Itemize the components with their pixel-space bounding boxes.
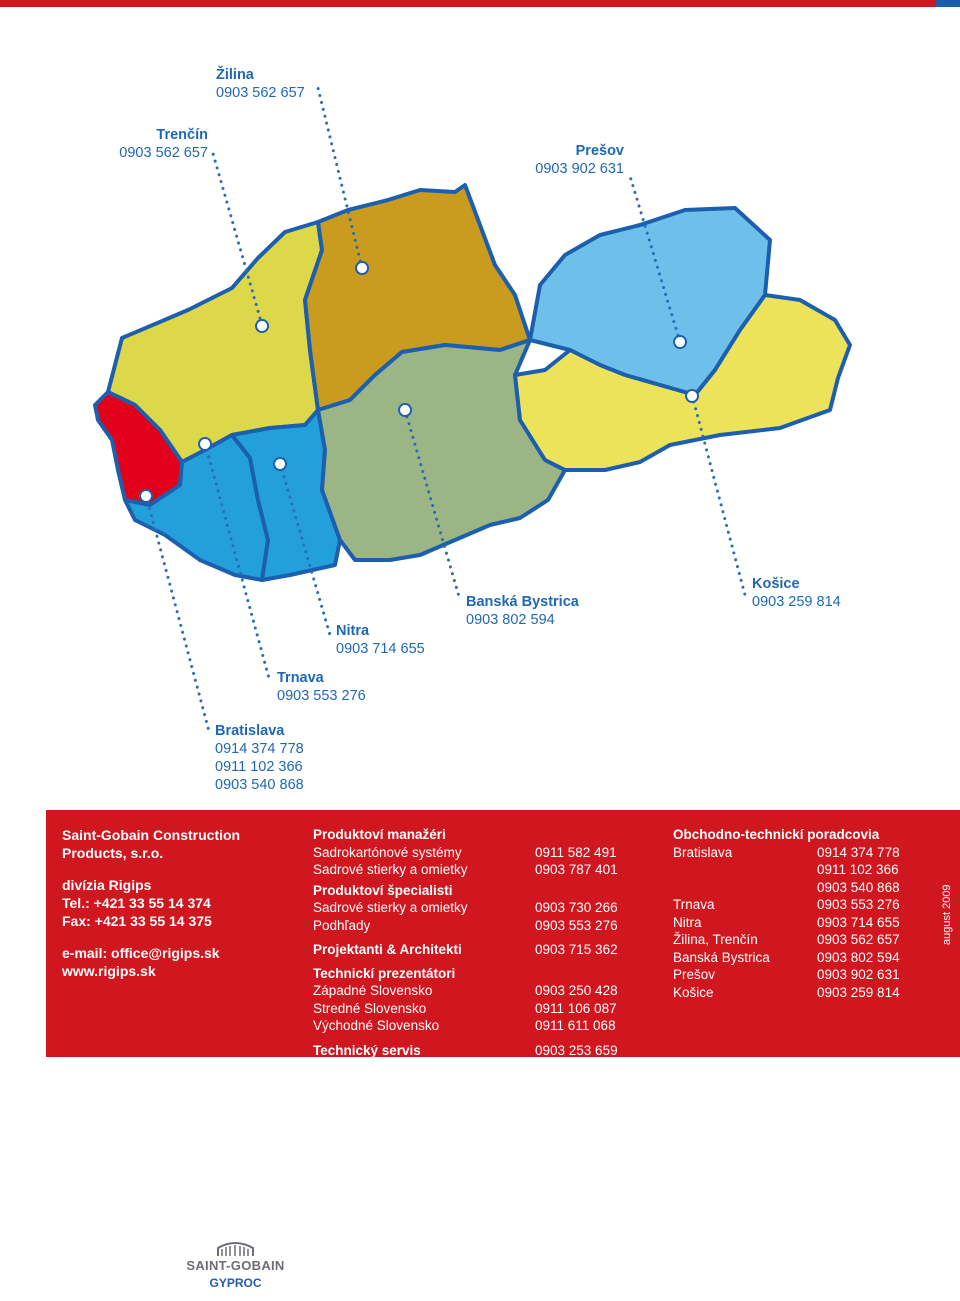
logo-brand: SAINT-GOBAIN — [186, 1258, 285, 1273]
company-info — [62, 826, 292, 980]
company-name: Saint-Gobain Construction — [62, 827, 241, 843]
section-title: Technickí prezentátori — [313, 965, 456, 981]
advisor-row: Nitra 0903 714 655 — [673, 914, 900, 930]
label-trnava — [277, 669, 366, 705]
city-name: Trenčín — [156, 127, 208, 143]
company-website-link[interactable]: www.rigips.sk — [62, 963, 156, 979]
phone-number: 0903 562 657 — [119, 145, 208, 161]
city-name: Bratislava — [215, 723, 285, 739]
city-name: Prešov — [575, 143, 624, 159]
pin-kosice — [686, 390, 698, 402]
phone-number: 0914 374 778 — [215, 741, 304, 757]
date-note: august 2009 — [941, 884, 953, 945]
pin-nitra — [274, 458, 286, 470]
pin-zilina — [356, 262, 368, 274]
label-presov — [520, 142, 624, 178]
pin-banska-bystrica — [399, 404, 411, 416]
contact-row: Stredné Slovensko 0911 106 087 — [313, 1000, 617, 1016]
pin-trencin — [256, 320, 268, 332]
logo-arches-icon — [178, 1240, 293, 1258]
logo-sub: GYPROC — [209, 1276, 262, 1290]
pin-presov — [674, 336, 686, 348]
advisor-row: Žilina, Trenčín 0903 562 657 — [673, 932, 900, 947]
phone-number: 0903 902 631 — [535, 161, 624, 177]
advisor-row: Prešov 0903 902 631 — [673, 967, 900, 982]
label-nitra — [336, 622, 425, 658]
company-name-line2: Products, s.r.o. — [62, 845, 164, 861]
advisor-row: Bratislava 0914 374 778 — [673, 844, 900, 860]
contact-panel — [46, 810, 960, 1057]
label-banska-bystrica — [466, 593, 579, 629]
contact-row: Projektanti & Architekti 0903 715 362 — [313, 942, 618, 957]
advisor-row: 0911 102 366 — [817, 862, 899, 877]
phone-number: 0903 259 814 — [752, 594, 841, 610]
company-phone[interactable]: Tel.: +421 33 55 14 374 — [62, 895, 211, 911]
section-title: Produktoví manažéri — [313, 827, 446, 842]
label-bratislava — [215, 722, 304, 794]
section-title: Produktoví špecialisti — [313, 882, 453, 898]
city-name: Trnava — [277, 670, 324, 686]
division-name: divízia Rigips — [62, 877, 152, 893]
advisor-row: Košice 0903 259 814 — [673, 984, 900, 1000]
city-name: Banská Bystrica — [466, 594, 579, 610]
section-title: Obchodno-technickí poradcovia — [673, 827, 880, 842]
phone-number: 0903 802 594 — [466, 612, 555, 628]
label-zilina — [216, 66, 305, 102]
label-trencin — [110, 126, 208, 162]
pin-trnava — [199, 438, 211, 450]
phone-number: 0903 562 657 — [216, 85, 305, 101]
product-contacts — [313, 826, 643, 1059]
company-email-link[interactable]: e-mail: office@rigips.sk — [62, 945, 220, 961]
contact-row: Sadrové stierky a omietky 0903 787 401 — [313, 862, 618, 877]
contact-row: Podhľady 0903 553 276 — [313, 917, 618, 933]
phone-number: 0903 714 655 — [336, 641, 425, 657]
phone-number: 0911 102 366 — [215, 759, 303, 775]
contact-row: Východné Slovensko 0911 611 068 — [313, 1018, 616, 1033]
company-fax: Fax: +421 33 55 14 375 — [62, 913, 212, 929]
advisors-list — [673, 826, 933, 1001]
city-name: Košice — [752, 576, 800, 592]
contact-row: Sadrové stierky a omietky 0903 730 266 — [313, 900, 618, 915]
saint-gobain-gyproc-logo — [178, 1240, 293, 1290]
contact-row: Sadrokartónové systémy 0911 582 491 — [313, 844, 617, 860]
advisor-row: Banská Bystrica 0903 802 594 — [673, 949, 900, 965]
advisor-row: Trnava 0903 553 276 — [673, 897, 900, 912]
phone-number: 0903 553 276 — [277, 688, 366, 704]
advisor-row: 0903 540 868 — [817, 879, 900, 895]
city-name: Nitra — [336, 623, 370, 639]
contact-row: Technický servis 0903 253 659 — [313, 1042, 618, 1058]
contact-row: Západné Slovensko 0903 250 428 — [313, 983, 618, 998]
phone-number: 0903 540 868 — [215, 777, 304, 793]
label-kosice — [752, 575, 841, 611]
city-name: Žilina — [216, 67, 254, 83]
pin-bratislava — [140, 490, 152, 502]
